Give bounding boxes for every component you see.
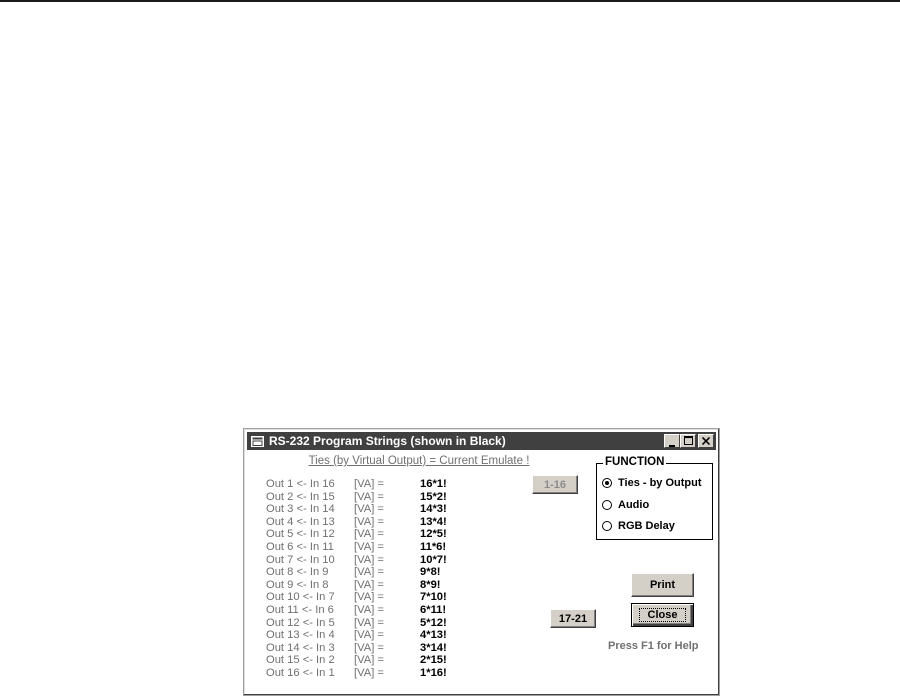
- program-string-row: [266, 667, 486, 680]
- tie-label: Out 15 <- In 2: [266, 654, 335, 667]
- ties-heading: Ties (by Virtual Output) = Current Emulate !: [308, 455, 530, 467]
- program-string-row: [266, 491, 486, 504]
- program-string-row: [266, 478, 486, 491]
- close-button[interactable]: [631, 603, 694, 627]
- va-label: [VA] =: [354, 478, 384, 490]
- program-string-row: [266, 629, 486, 642]
- radio-unselected-icon: [602, 521, 612, 531]
- va-label: [VA] =: [354, 641, 384, 654]
- command-string: 15*2!: [420, 490, 447, 503]
- command-string: 5*12!: [420, 616, 447, 629]
- radio-unselected-icon: [602, 500, 612, 510]
- title-bar[interactable]: [247, 432, 716, 450]
- tie-label: Out 6 <- In 11: [266, 540, 334, 553]
- tie-label: Out 14 <- In 3: [266, 641, 335, 654]
- va-label: [VA] =: [354, 553, 384, 566]
- print-button[interactable]: Print: [631, 573, 694, 597]
- command-string: 1*16!: [420, 666, 447, 679]
- program-string-row: [266, 591, 486, 604]
- command-string: 10*7!: [420, 553, 447, 566]
- radio-rgb-delay-label: RGB Delay: [618, 520, 675, 532]
- program-strings-window: [243, 428, 720, 696]
- program-string-row: [266, 604, 486, 617]
- va-label: [VA] =: [354, 603, 384, 616]
- tie-label: Out 8 <- In 9: [266, 566, 329, 579]
- program-string-row: [266, 566, 486, 579]
- range-1-16-button[interactable]: 1-16: [532, 475, 578, 494]
- command-string: 11*6!: [420, 540, 447, 553]
- va-label: [VA] =: [354, 503, 384, 516]
- program-string-row: [266, 642, 486, 655]
- command-string: 12*5!: [420, 528, 447, 541]
- command-string: 9*8!: [420, 566, 441, 579]
- tie-label: Out 13 <- In 4: [266, 629, 335, 642]
- minimize-button[interactable]: [664, 434, 680, 448]
- window-title: RS-232 Program Strings (shown in Black): [269, 434, 506, 448]
- command-string: 14*3!: [420, 503, 447, 516]
- radio-audio-label: Audio: [618, 499, 650, 511]
- tie-label: Out 3 <- In 14: [266, 503, 335, 516]
- command-string: 6*11!: [420, 603, 447, 616]
- radio-rgb-delay[interactable]: [602, 520, 675, 532]
- command-string: 3*14!: [420, 641, 447, 654]
- command-string: 13*4!: [420, 515, 447, 528]
- close-icon: [702, 436, 710, 447]
- radio-ties-by-output-label: Ties - by Output: [618, 477, 702, 489]
- tie-label: Out 11 <- In 6: [266, 603, 334, 616]
- radio-audio[interactable]: [602, 499, 649, 511]
- va-label: [VA] =: [354, 666, 384, 679]
- program-string-row: [266, 516, 486, 529]
- program-string-row: [266, 579, 486, 592]
- tie-label: Out 10 <- In 7: [266, 591, 335, 604]
- tie-label: Out 5 <- In 12: [266, 528, 335, 541]
- radio-selected-icon: [602, 478, 612, 488]
- tie-label: Out 2 <- In 15: [266, 490, 335, 503]
- maximize-icon: [684, 436, 693, 447]
- title-bar-buttons: [664, 434, 714, 448]
- program-strings-list: [266, 478, 486, 680]
- command-string: 7*10!: [420, 591, 447, 604]
- tie-label: Out 1 <- In 16: [266, 478, 335, 490]
- close-window-button[interactable]: [698, 434, 714, 448]
- va-label: [VA] =: [354, 578, 384, 591]
- tie-label: Out 7 <- In 10: [266, 553, 335, 566]
- va-label: [VA] =: [354, 566, 384, 579]
- help-hint: Press F1 for Help: [608, 640, 699, 652]
- close-button-label: Close: [639, 608, 687, 622]
- command-string: 16*1!: [420, 478, 447, 490]
- tie-label: Out 16 <- In 1: [266, 666, 335, 679]
- va-label: [VA] =: [354, 591, 384, 604]
- va-label: [VA] =: [354, 515, 384, 528]
- program-string-row: [266, 503, 486, 516]
- command-string: 8*9!: [420, 578, 441, 591]
- program-string-row: [266, 554, 486, 567]
- va-label: [VA] =: [354, 616, 384, 629]
- program-string-row: [266, 528, 486, 541]
- page-top-rule: [0, 0, 900, 2]
- radio-ties-by-output[interactable]: [602, 477, 702, 489]
- function-group: [596, 456, 713, 540]
- va-label: [VA] =: [354, 629, 384, 642]
- window-app-icon: [250, 435, 264, 447]
- program-string-row: [266, 541, 486, 554]
- minimize-icon: [669, 438, 676, 449]
- tie-label: Out 4 <- In 13: [266, 515, 335, 528]
- command-string: 2*15!: [420, 654, 447, 667]
- program-string-row: [266, 654, 486, 667]
- function-group-title: FUNCTION: [605, 456, 665, 468]
- command-string: 4*13!: [420, 629, 447, 642]
- va-label: [VA] =: [354, 490, 384, 503]
- range-17-21-button[interactable]: 17-21: [550, 609, 596, 628]
- program-string-row: [266, 617, 486, 630]
- maximize-button[interactable]: [680, 434, 696, 448]
- tie-label: Out 9 <- In 8: [266, 578, 329, 591]
- va-label: [VA] =: [354, 654, 384, 667]
- va-label: [VA] =: [354, 540, 384, 553]
- va-label: [VA] =: [354, 528, 384, 541]
- tie-label: Out 12 <- In 5: [266, 616, 335, 629]
